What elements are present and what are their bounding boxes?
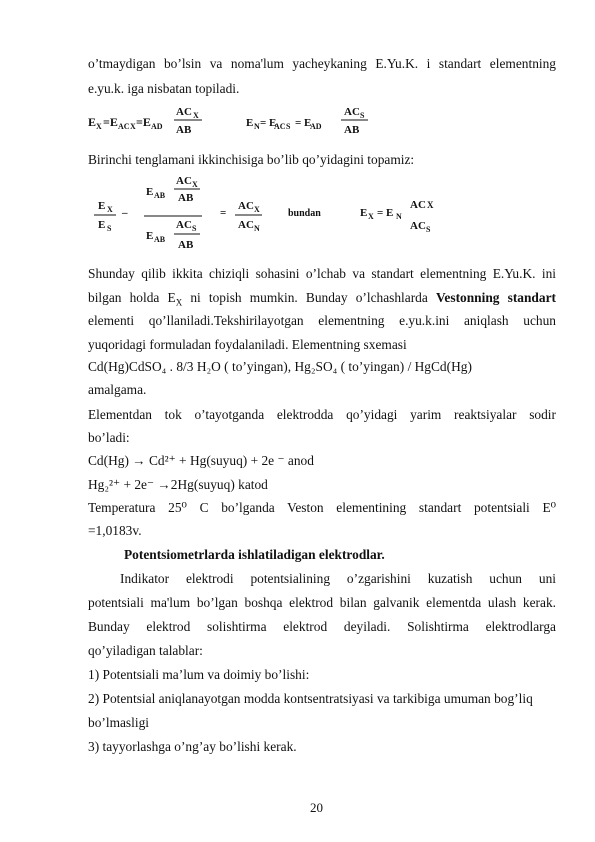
formula-symbol: AC — [176, 219, 192, 231]
list-item-continued: bo’lmasligi — [88, 715, 149, 730]
formula-symbol: bundan — [288, 208, 321, 219]
text-span: ni topish mumkin. Bunday o’lchashlarda — [182, 290, 436, 305]
formula-symbol: S — [107, 224, 112, 233]
formula-symbol: AB — [178, 239, 194, 251]
formula-symbol: X — [107, 205, 113, 214]
formula-symbol: X — [130, 122, 136, 131]
formula-1 — [88, 104, 378, 138]
formula-symbol: AD — [310, 122, 322, 131]
formula-symbol: AB — [154, 191, 166, 200]
formula-symbol: AC — [410, 220, 426, 232]
page-number: 20 — [310, 800, 323, 815]
formula-symbol: X — [96, 122, 102, 131]
text-line: Hg₂²⁺ + 2e⁻ →2Hg(suyuq) katod — [88, 477, 268, 492]
formula-symbol: X — [368, 212, 374, 221]
formula-symbol: AC — [238, 219, 254, 231]
formula-symbol: X — [254, 205, 260, 214]
formula-symbol: AB — [176, 124, 192, 136]
list-item: 3) tayyorlashga o’ng’ay bo’lishi kerak. — [88, 739, 297, 754]
formula-symbol: =E — [103, 115, 118, 129]
formula-symbol: S — [426, 225, 431, 234]
formula-symbol: E — [360, 207, 368, 219]
formula-symbol: N — [254, 224, 260, 233]
formula-symbol: – — [122, 207, 128, 219]
formula-symbol: E — [98, 200, 106, 212]
formula-2 — [88, 172, 448, 254]
formula-symbol: AC — [274, 122, 286, 131]
text-line: e.yu.k. iga nisbatan topiladi. — [88, 81, 240, 96]
formula-symbol: AC — [344, 106, 360, 118]
formula-symbol: E — [246, 117, 254, 129]
text-line: Indikator elektrodi potentsialining o’zgarishini kuzatish uchun uni — [120, 571, 556, 586]
formula-symbol: AC — [238, 200, 254, 212]
formula-symbol: E — [88, 115, 97, 129]
bold-term: Vestonning standart — [435, 290, 556, 305]
formula-symbol: AC — [176, 106, 192, 118]
formula-symbol: N — [254, 122, 260, 131]
formula-symbol: AB — [178, 192, 194, 204]
subscript: X — [175, 297, 183, 308]
formula-symbol: X — [427, 200, 434, 210]
text-line: Cd(Hg) → Cd²⁺ + Hg(suyuq) + 2e ⁻ anod — [88, 453, 314, 468]
formula-symbol: X — [192, 180, 198, 189]
text-line: potentsiali ma'lum bo’lgan boshqa elektrod bilan galvanik elementda ulash kerak. — [88, 595, 556, 610]
text-line: yuqoridagi formuladan foydalaniladi. Elementning sxemasi — [88, 337, 407, 352]
formula-symbol: = — [220, 207, 227, 219]
formula-symbol: =E — [136, 115, 151, 129]
text-line: amalgama. — [88, 382, 147, 397]
formula-symbol: N — [396, 212, 402, 221]
formula-symbol: S — [360, 111, 365, 120]
list-item: 1) Potentsiali ma’lum va doimiy bo’lishi: — [88, 667, 310, 682]
formula-symbol: S — [286, 122, 291, 131]
list-item: 2) Potentsial aniqlanayotgan modda kontsentratsiyasi va tarkibiga umuman bog’liq — [88, 691, 533, 706]
formula-symbol: AC — [118, 122, 130, 131]
section-heading: Potentsiometrlarda ishlatiladigan elektrodlar. — [124, 547, 385, 562]
text-line: Shunday qilib ikkita chiziqli sohasini o’lchab va standart elementning E.Yu.K. ini — [88, 266, 556, 281]
text-line: qo’yiladigan talablar: — [88, 643, 203, 658]
formula-symbol: = E — [260, 117, 277, 129]
text-line: Temperatura 25⁰ C bo’lganda Veston elementining standart potentsiali E⁰ — [88, 500, 556, 515]
formula-symbol: AC — [410, 199, 426, 211]
formula-symbol: X — [193, 111, 199, 120]
formula-symbol: AD — [151, 122, 163, 131]
text-line: Elementdan tok o’tayotganda elektrodda qo’yidagi yarim reaktsiyalar sodir — [88, 407, 556, 422]
text-line: =1,0183v. — [88, 523, 142, 538]
formula-symbol: E — [146, 230, 154, 242]
formula-symbol: AB — [344, 124, 360, 136]
formula-symbol: E — [98, 219, 106, 231]
formula-symbol: = E — [377, 207, 394, 219]
text-line: elementi qo’llaniladi.Tekshirilayotgan elementning e.yu.k.ini aniqlash uchun — [88, 313, 556, 328]
formula-symbol: AB — [154, 235, 166, 244]
text-line: Cd(Hg)CdSO₄ . 8/3 H₂O ( to’yingan), Hg₂SO₄ ( to’yingan) / HgCd(Hg) — [88, 359, 472, 374]
formula-symbol: S — [192, 224, 197, 233]
text-line: Bunday elektrod solishtirma elektrod deyiladi. Solishtirma elektrodlarga — [88, 619, 556, 634]
formula-symbol: = E — [295, 117, 312, 129]
formula-symbol: AC — [176, 175, 192, 187]
text-line: bo’ladi: — [88, 430, 130, 445]
text-line: o’tmaydigan bo’lsin va noma'lum yacheykaning E.Yu.K. i standart elementning — [88, 56, 556, 71]
formula-symbol: E — [146, 186, 154, 198]
text-line: Birinchi tenglamani ikkinchisiga bo’lib qo’yidagini topamiz: — [88, 152, 415, 167]
text-line — [88, 288, 556, 313]
text-span: bilgan holda E — [88, 290, 176, 305]
